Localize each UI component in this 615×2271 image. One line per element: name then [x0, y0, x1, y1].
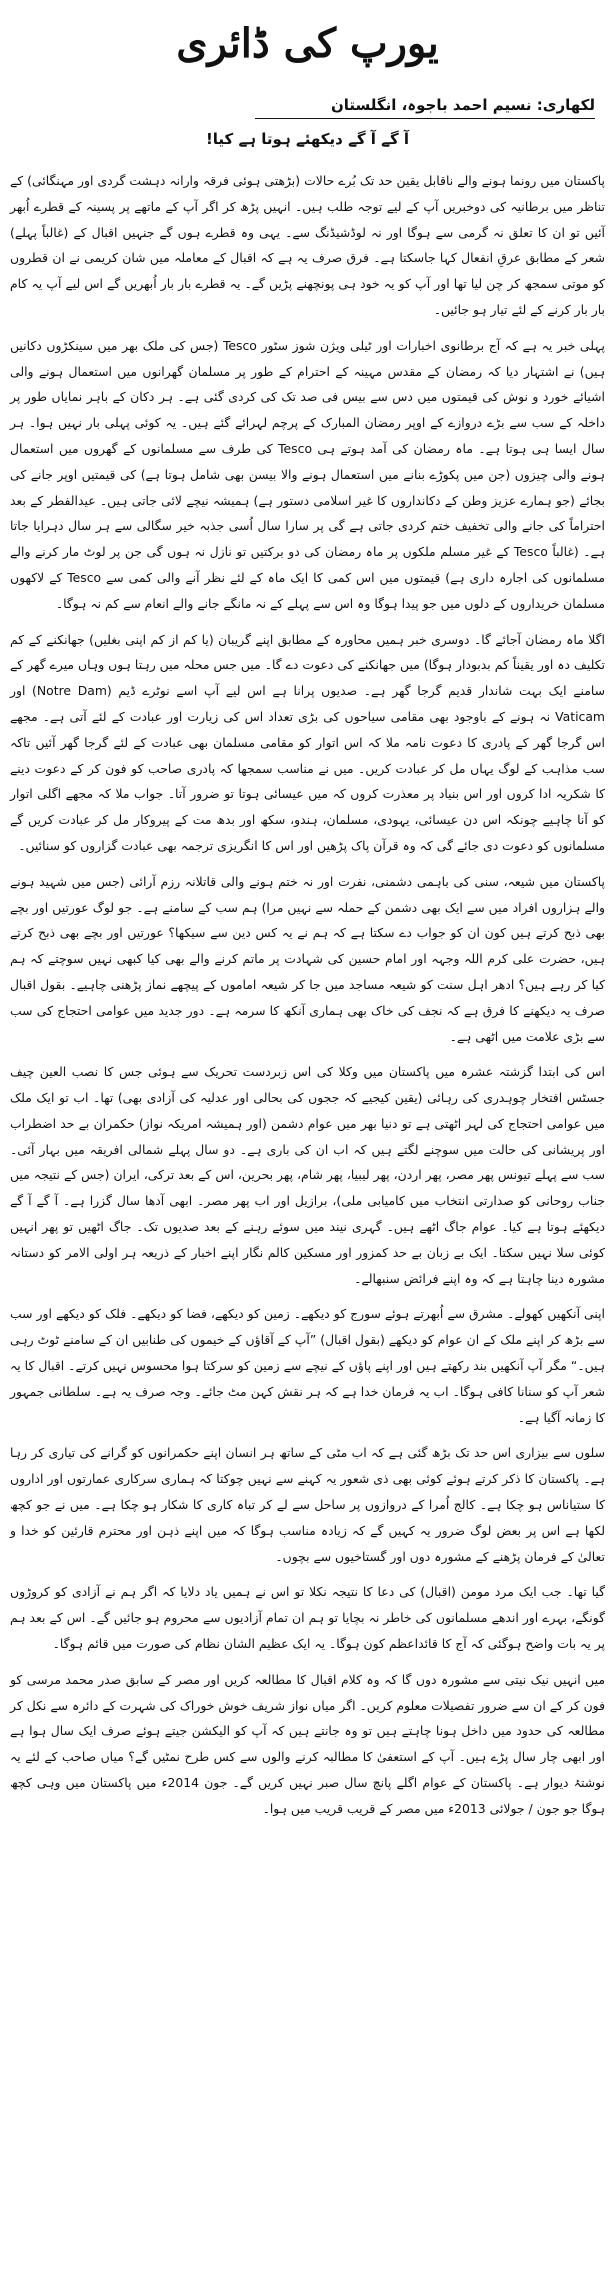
paragraph: پاکستان میں شیعہ، سنی کی باہمی دشمنی، نفرت اور نہ ختم ہونے والی قاتلانہ رزم آرائی (جس میں شہید ہونے والے ہزاروں افراد میں سے ایک بھی دشمن کے حملہ سے نہیں مرا) ہم سب کے سامنے ہے۔ جو لوگ عورتیں اور بچے بھی ذبح کرتے ہیں کون ان کو جواب دے سکتا ہے کہ ہم نے یہ کس دین سے سیکھا؟ عورتیں اور بچے بھی ذبح کرتے ہیں، حضرت علی کرم اللہ وجہہ اور امام حسین کی شہادت پر ماتم کرنے والے بھی کیا کبھی نہیں سوچتے کہ ہم کیا کر رہے ہیں؟ ادھر اہل سنت کو شیعہ مساجد میں جا کر شیعہ اماموں کے پیچھے نماز پڑھنی چاہیے۔ بقول اقبال صرف یہ دیکھنے کا فرق ہے کہ نجف کی خاک بھی ہماری آنکھ کا سرمہ ہے۔ دور جدید میں عوامی احتجاج کی سب سے بڑی علامت میں اٹھی ہے۔ — [10, 873, 605, 1044]
paragraph: اگلا ماہ رمضان آجائے گا۔ دوسری خبر ہمیں محاورہ کے مطابق اپنے گریبان (یا کم از کم اپنی بغلیں) جھانکنے کے کم تکلیف دہ اور یقیناً کم بدبودار ہوگا) میں جھانکنے کی دعوت دے گا۔ میں جس محلہ میں رہتا ہوں وہاں میرے گھر کے سامنے ایک بہت شاندار قدیم گرجا گھر ہے۔ صدیوں پرانا ہے اس لیے آپ اسے نوٹرے ڈیم (Notre Dam) اور Vaticam نہ ہونے کے باوجود بھی مقامی سیاحوں کی بڑی تعداد اس کی زیارت اور عبادت کے لئے آتی ہے۔ مجھے اس گرجا گھر کے پادری کا دعوت نامہ ملا کہ اس اتوار کو مقامی مسلمان بھی عبادت کے لئے گرجا گھر آئیں تاکہ سب مذاہب کے لوگ یہاں مل کر عبادت کریں۔ میں نے مناسب سمجھا کہ پادری صاحب کو فون کر کے دعوت دینے کا شکریہ ادا کروں اور اس بنیاد پر معذرت کروں کہ میں عیسائی ہوتا تو ضرور آتا۔ جواب ملا کہ مجھے اگلی اتوار کو آنا چاہیے چونکہ اس دن عیسائی، یہودی، مسلمان، ہندو، سکھ اور بدھ مت کے پیروکار مل کر عبادت کریں گے مسلمانوں کو دعوت دی جائے گی کہ وہ قرآن پاک پڑھیں اور اس کا انگریزی ترجمہ بھی عبادت گزاروں کو سنائیں۔ — [10, 631, 605, 853]
masthead — [10, 0, 605, 168]
article-headline: آ گے آ گے دیکھئے ہوتا ہے کیا! — [205, 130, 410, 148]
paragraph: پاکستان میں رونما ہونے والے ناقابل یقین حد تک بُرے حالات (بڑھتی ہوئی فرقہ وارانہ دہشت گردی اور مہنگائی) کے تناظر میں برطانیہ کی دوخبریں آپ کے لیے توجہ طلب ہیں۔ انہیں پڑھ کر اگر آپ کے ماتھے پر پسینہ کے قطرے اُبھر آئیں تو ان کا تعلق نہ گرمی سے ہوگا اور نہ لوڈشیڈنگ سے۔ یہی وہ قطرے ہوں گے جنہیں اقبال کے (غالباً پہلے) شعر کے مطابق عرقِ انفعال کہا جاسکتا ہے۔ فرق صرف یہ ہے کہ اقبال کے معاملہ میں شان کریمی نے ان قطروں کو موتی سمجھ کر چن لیا تھا اور آپ کو یہ خود ہی پونچھنے پڑیں گے۔ یہ قطرے بار بار اُبھریں گے اس لیے آپ یہ کام بار بار کرنے کے لئے تیار ہو جائیں۔ — [10, 173, 605, 317]
paragraph: گیا تھا۔ جب ایک مرد مومن (اقبال) کی دعا کا نتیجہ نکلا تو اس نے ہمیں یاد دلایا کہ اگر ہم نے آزادی کو کروڑوں گونگے، بہرے اور اندھے مسلمانوں کی خاطر نہ بچایا تو ہم ان تمام آزادیوں سے محروم ہو جائیں گے۔ اس کے بعد ہم پر یہ بات واضح ہوگئی کہ آج کا قائداعظم کون ہوگا۔ یہ ایک عظیم الشان نظام کی صورت میں قائم ہوگا۔ — [10, 1584, 605, 1652]
byline-underline — [255, 118, 595, 119]
paragraph: میں انہیں نیک نیتی سے مشورہ دوں گا کہ وہ کلام اقبال کا مطالعہ کریں اور مصر کے سابق صدر محمد مرسی کو فون کر کے ان سے ضرور تفصیلات معلوم کریں۔ اگر میاں نواز شریف خوش خوراک کی شہرت کے دائرہ سے نکل کر مطالعہ کی حدود میں داخل ہونا چاہتے ہیں تو وہ جانتے ہیں کہ آپ کو الیکشن جیتے ہوئے صرف ایک سال ہوا ہے اور ابھی چار سال پڑے ہیں۔ آپ کے استعفیٰ کا مطالبہ کرنے والوں سے کس طرح نمٹیں گے؟ میاں صاحب کے لئے یہ نوشتۂ دیوار ہے۔ پاکستان کے عوام اگلے پانچ سال صبر نہیں کریں گے۔ جون 2014ء میں پاکستان میں وہی کچھ ہوگا جو جون / جولائی 2013ء میں مصر کے قریب قریب میں ہوا۔ — [10, 1671, 605, 1816]
paragraph: اپنی آنکھیں کھولے۔ مشرق سے اُبھرتے ہوئے سورج کو دیکھے۔ زمین کو دیکھے، فضا کو دیکھے۔ فلک کو دیکھے اور سب سے بڑھ کر اپنے ملک کے ان عوام کو دیکھے (بقول اقبال) ”آپ کے آقاؤں کے خیموں کی طنابیں ان کے سامنے ٹوٹ رہی ہیں۔“ مگر آپ آنکھیں بند رکھتے ہیں اور اپنے پاؤں کے نیچے سے زمین کو سرکتا ہوا محسوس نہیں کرتے۔ اقبال کا یہ شعر آپ کو سنانا کافی ہوگا۔ اب یہ فرمان خدا ہے کہ ہر نقش کہن مٹ جائے۔ وجہ صرف یہ ہے۔ سلطانی جمہور کا زمانہ آگیا ہے۔ — [10, 1306, 605, 1425]
column-title: یورپ کی ڈائری — [176, 20, 439, 67]
paragraph: پہلی خبر یہ ہے کہ آج برطانوی اخبارات اور ٹیلی ویژن شوز سٹور Tesco (جس کی ملک بھر میں سینکڑوں دکانیں ہیں) نے اشتہار دیا کہ رمضان کے مقدس مہینہ کے احترام کے طور پر مسلمان گھرانوں میں استعمال ہونے والی اشیائے خورد و نوش کی قیمتوں میں دس سے بیس فی صد تک کی کردی گئی ہے۔ ہر دکان کے باہر نمایاں طور پر داخلہ کے سب سے بڑے دروازے کے اوپر رمضان المبارک کے پرچم لہرائے گئے ہیں۔ یہ کوئی پہلی بار نہیں ہوا۔ ہر سال ایسا ہی ہوتا ہے۔ ماہ رمضان کی آمد ہوتے ہی Tesco کی طرف سے مسلمانوں کے گھروں میں استعمال ہونے والی چیزوں (جن میں پکوڑے بنانے میں استعمال ہونے والا بیسن بھی شامل ہوتا ہے) کی قیمتیں اوپر جانے کی بجائے (جو ہمارے عزیز وطن کے دکانداروں کا غیر اسلامی دستور ہے) ہمیشہ نیچے لائی جاتی ہیں۔ عیدالفطر کے بعد احتراماً کی جانے والی تخفیف ختم کردی جاتی ہے گی پر سارا سال اُسی جذبہ خیر سگالی سے ہر سال دہرایا جاتا ہے۔ (غالباً Tesco کے غیر مسلم ملکوں پر ماہ رمضان کی دو برکتیں تو نازل نہ ہوں گی جن پر لوٹ مار کرنے والے مسلمانوں کی اجارہ داری ہے) قیمتوں میں اس کمی کا ایک ماہ کے لئے نظر آنے والی کمی سے Tesco کے لاکھوں مسلمان خریداروں کے دلوں میں جو پیدا ہوگا وہ اس سے پہلے کے نہ مانگے جانے والے انعام سے کم نہ ہوگا۔ — [10, 337, 605, 611]
paragraph: اس کی ابتدا گزشتہ عشرہ میں پاکستان میں وکلا کی اس زبردست تحریک سے ہوئی جس کا نصب العین چیف جسٹس افتخار چوہدری کی رہائی (یقین کیجیے کہ ججوں کی بحالی اور عدلیہ کی آزادی بھی) تھا۔ اب تو ایک ملک میں عوامی احتجاج کی لہر اٹھتی ہے تو دنیا بھر میں عوام دشمن (اور ہمیشہ امریکہ نواز) حکمران بے حد اضطراب اور پریشانی کی حالت میں سوچنے لگتے ہیں کہ اب ان کی باری ہے۔ دو سال پہلے شمالی افریقہ میں بہار آئی۔ سب سے پہلے تیونس پھر مصر، پھر اردن، پھر لیبیا، پھر شام، پھر بحرین، اس کے بعد ترکی، ایران (جس کے نتیجہ میں جناب روحانی کو صدارتی انتخاب میں کامیابی ملی)، برازیل اور اب پھر مصر۔ ابھی آدھا سال گزرا ہے۔ آ گے آ گے دیکھئے ہوتا ہے کیا۔ عوام جاگ اٹھے ہیں۔ گہری نیند میں سوئے رہنے کے بعد صدیوں تک۔ جاگ اٹھیں تو پھر انہیں کوئی سلا نہیں سکتا۔ ایک بے زبان بے حد کمزور اور مسکین کالم نگار اپنے اخبار کے ذریعہ ہر اولی الامر کو دستانہ مشورہ دینا چاہتا ہے کہ وہ اپنے فرائض سنبھالے۔ — [10, 1064, 605, 1286]
author-byline: لکھاری: نسیم احمد باجوہ، انگلستان — [330, 96, 595, 114]
paragraph: سلوں سے بیزاری اس حد تک بڑھ گئی ہے کہ اب مٹی کے ساتھ ہر انسان اپنے حکمرانوں کو گرانے کی تیاری کر رہا ہے۔ پاکستان کا ذکر کرتے ہوئے کوئی بھی ذی شعور یہ کہنے سے نہیں چوکتا کہ ہماری سرکاری عمارتوں اور اداروں کا ستیاناس ہو چکا ہے۔ کالج اُمرا کے دروازوں پر ساحل سے لے کر تباہ کاری کا شکار ہو چکا ہے۔ میں نے جو کچھ لکھا ہے اس پر بعض لوگ ضرور یہ کہیں گے کہ زیادہ مناسب ہوگا کہ میں اپنے ذہن اور محترم قارئین کو خدا و تعالیٰ کے فرمان پڑھنے کے مشورہ دوں اور گستاخیوں سے بچوں۔ — [10, 1445, 605, 1564]
article-body — [10, 168, 605, 1822]
